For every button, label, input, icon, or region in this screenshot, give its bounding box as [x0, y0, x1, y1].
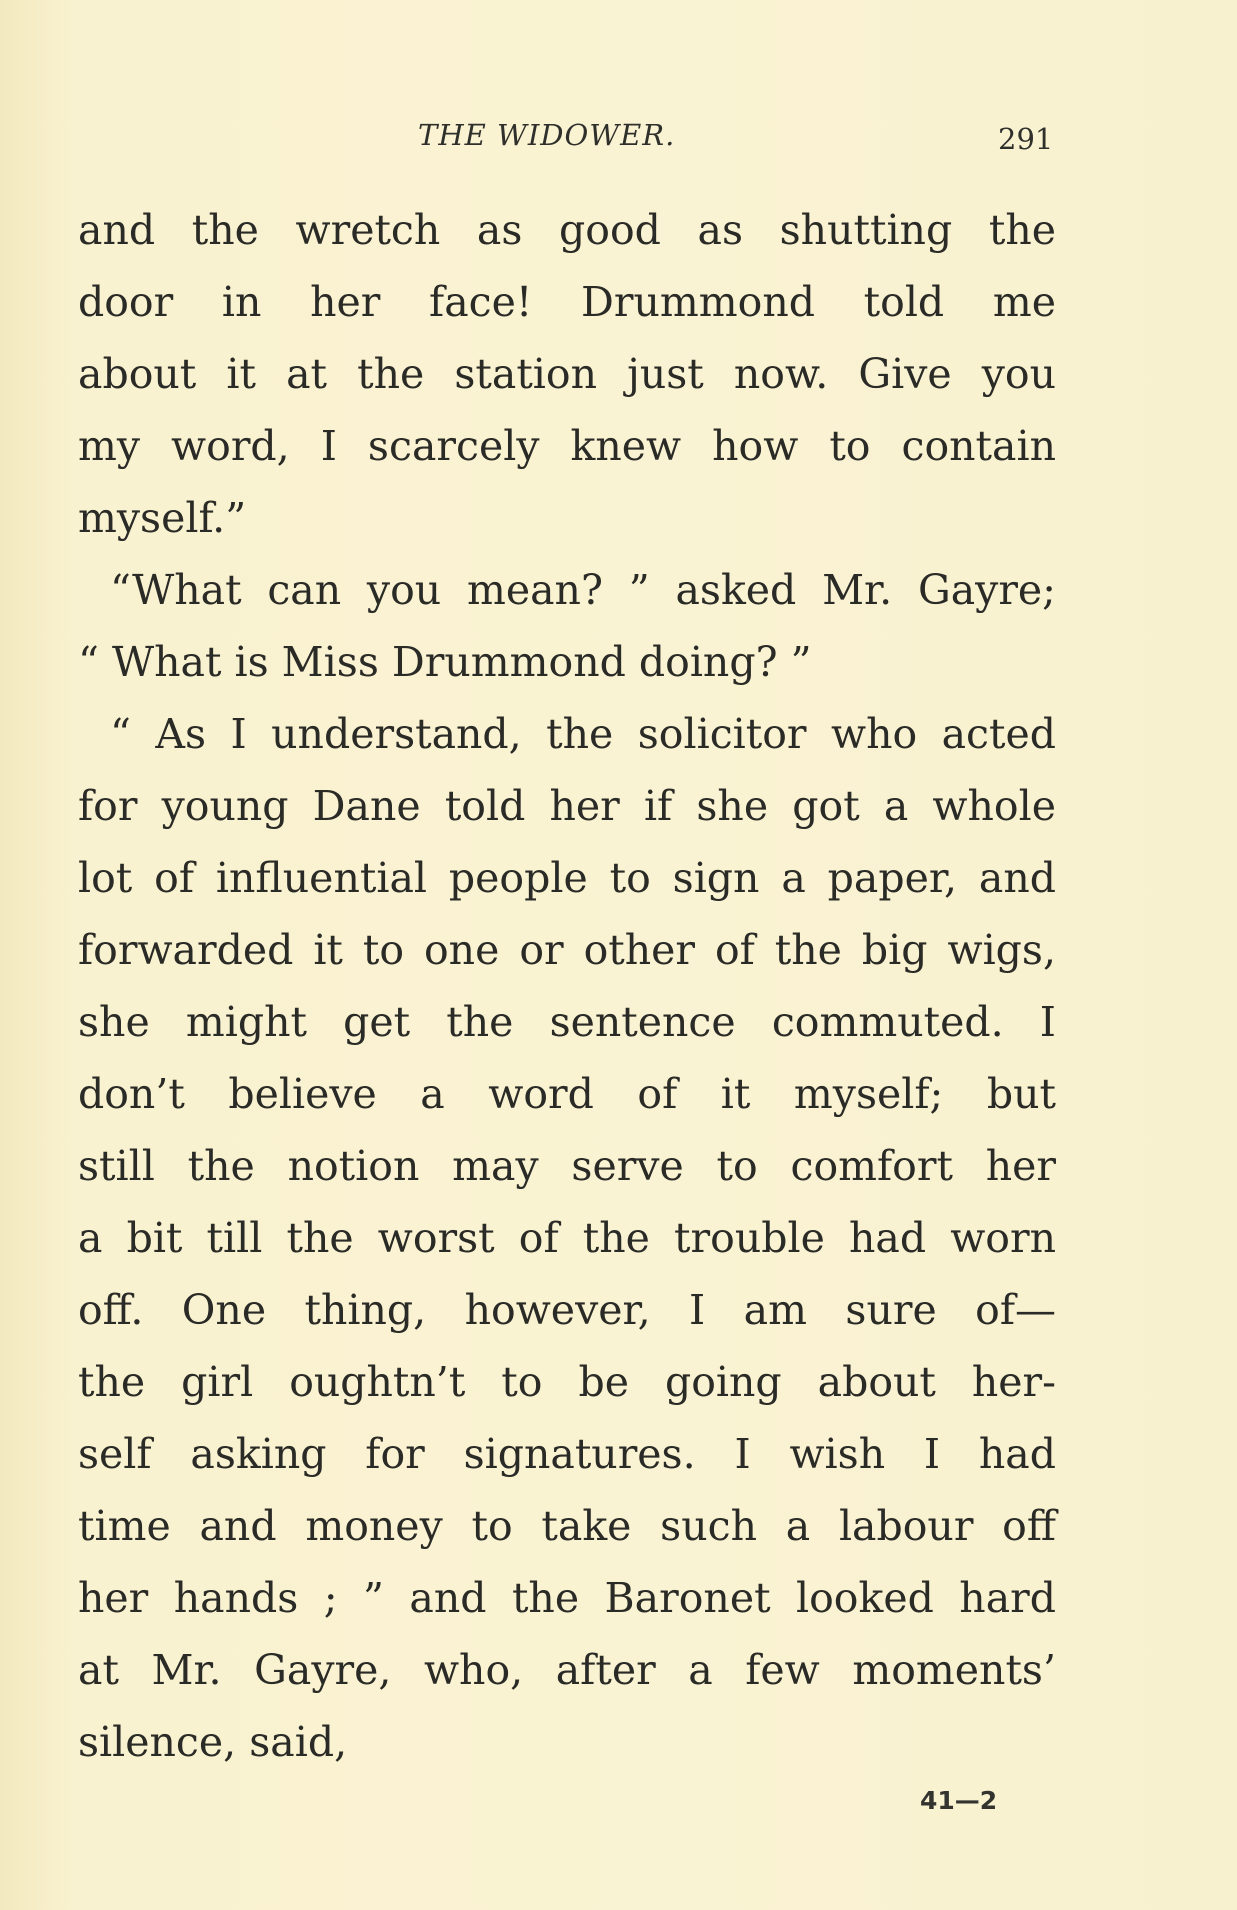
text-line: time and money to take such a labour off [78, 1502, 1056, 1550]
text-line: off. One thing, however, I am sure of— [78, 1286, 1056, 1334]
text-line: still the notion may serve to comfort her [78, 1142, 1056, 1190]
text-line: don’t believe a word of it myself; but [78, 1070, 1056, 1118]
text-line: for young Dane told her if she got a whole [78, 782, 1056, 830]
body-text [78, 194, 1056, 1778]
text-line: “ As I understand, the solicitor who acted [110, 710, 1056, 758]
text-line: a bit till the worst of the trouble had worn [78, 1214, 1056, 1262]
text-line: door in her face! Drummond told me [78, 278, 1056, 326]
text-line: self asking for signatures. I wish I had [78, 1430, 1056, 1478]
running-title: THE WIDOWER. [418, 118, 676, 152]
text-line: her hands ; ” and the Baronet looked hard [78, 1574, 1056, 1622]
text-line: “ What is Miss Drummond doing? ” [78, 638, 812, 686]
signature-mark: 41—2 [920, 1786, 998, 1815]
running-head [0, 118, 1237, 158]
text-line: myself.” [78, 494, 247, 542]
text-line: about it at the station just now. Give you [78, 350, 1056, 398]
page-number: 291 [998, 122, 1054, 156]
text-line: silence, said, [78, 1718, 348, 1766]
text-line: my word, I scarcely knew how to contain [78, 422, 1056, 470]
text-line: she might get the sentence commuted. I [78, 998, 1056, 1046]
text-line: the girl oughtn’t to be going about her- [78, 1358, 1056, 1406]
text-line: at Mr. Gayre, who, after a few moments’ [78, 1646, 1056, 1694]
text-line: forwarded it to one or other of the big wigs, [78, 926, 1056, 974]
text-line: lot of influential people to sign a paper, and [78, 854, 1056, 902]
text-line: “What can you mean? ” asked Mr. Gayre; [110, 566, 1056, 614]
text-line: and the wretch as good as shutting the [78, 206, 1056, 254]
